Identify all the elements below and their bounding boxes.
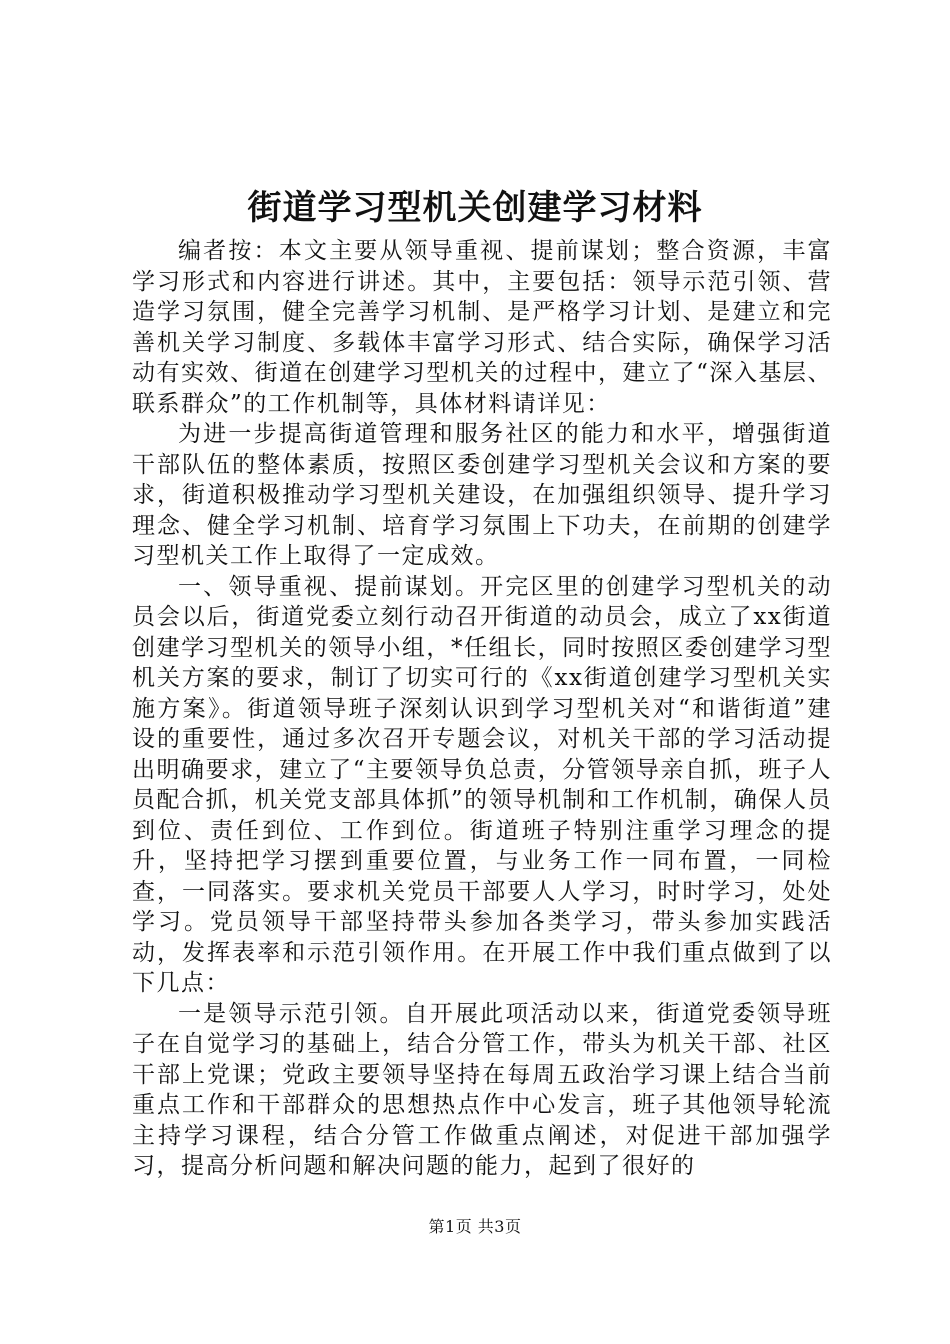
paragraph-section-one: 一、领导重视、提前谋划。开完区里的创建学习型机关的动员会以后，街道党委立刻行动召开街道的动员会，成立了xx街道创建学习型机关的领导小组，*任组长，同时按照区委创建学习型机关方案的要求，制订了切实可行的《xx街道创建学习型机关实施方案》。街道领导班子深刻认识到学习型机关对“和谐街道”建设的重要性，通过多次召开专题会议，对机关干部的学习活动提出明确要求，建立了“主要领导负总责，分管领导亲自抓，班子人员配合抓，机关党支部具体抓”的领导机制和工作机制，确保人员到位、责任到位、工作到位。街道班子特别注重学习理念的提升，坚持把学习摆到重要位置，与业务工作一同布置，一同检查，一同落实。要求机关党员干部要人人学习，时时学习，处处学习。党员领导干部坚持带头参加各类学习，带头参加实践活动，发挥表率和示范引领作用。在开展工作中我们重点做到了以下几点： [132,573,832,996]
document-body [132,236,832,1182]
paragraph-intro: 为进一步提高街道管理和服务社区的能力和水平，增强街道干部队伍的整体素质，按照区委创建学习型机关会议和方案的要求，街道积极推动学习型机关建设，在加强组织领导、提升学习理念、健全学习机制、培育学习氛围上下功夫，在前期的创建学习型机关工作上取得了一定成效。 [132,421,832,569]
paragraph-point-one: 一是领导示范引领。自开展此项活动以来，街道党委领导班子在自觉学习的基础上，结合分管工作，带头为机关干部、社区干部上党课；党政主要领导坚持在每周五政治学习课上结合当前重点工作和干部群众的思想热点作中心发言，班子其他领导轮流主持学习课程，结合分管工作做重点阐述，对促进干部加强学习，提高分析问题和解决问题的能力，起到了很好的 [132,1000,832,1179]
document-title: 街道学习型机关创建学习材料 [247,188,703,228]
paragraph-editor-note: 编者按：本文主要从领导重视、提前谋划；整合资源，丰富学习形式和内容进行讲述。其中，主要包括：领导示范引领、营造学习氛围，健全完善学习机制、是严格学习计划、是建立和完善机关学习制度、多载体丰富学习形式、结合实际，确保学习活动有实效、街道在创建学习型机关的过程中，建立了“深入基层、联系群众”的工作机制等，具体材料请详见： [132,238,832,417]
page-number-footer: 第1页 共3页 [428,1217,522,1236]
